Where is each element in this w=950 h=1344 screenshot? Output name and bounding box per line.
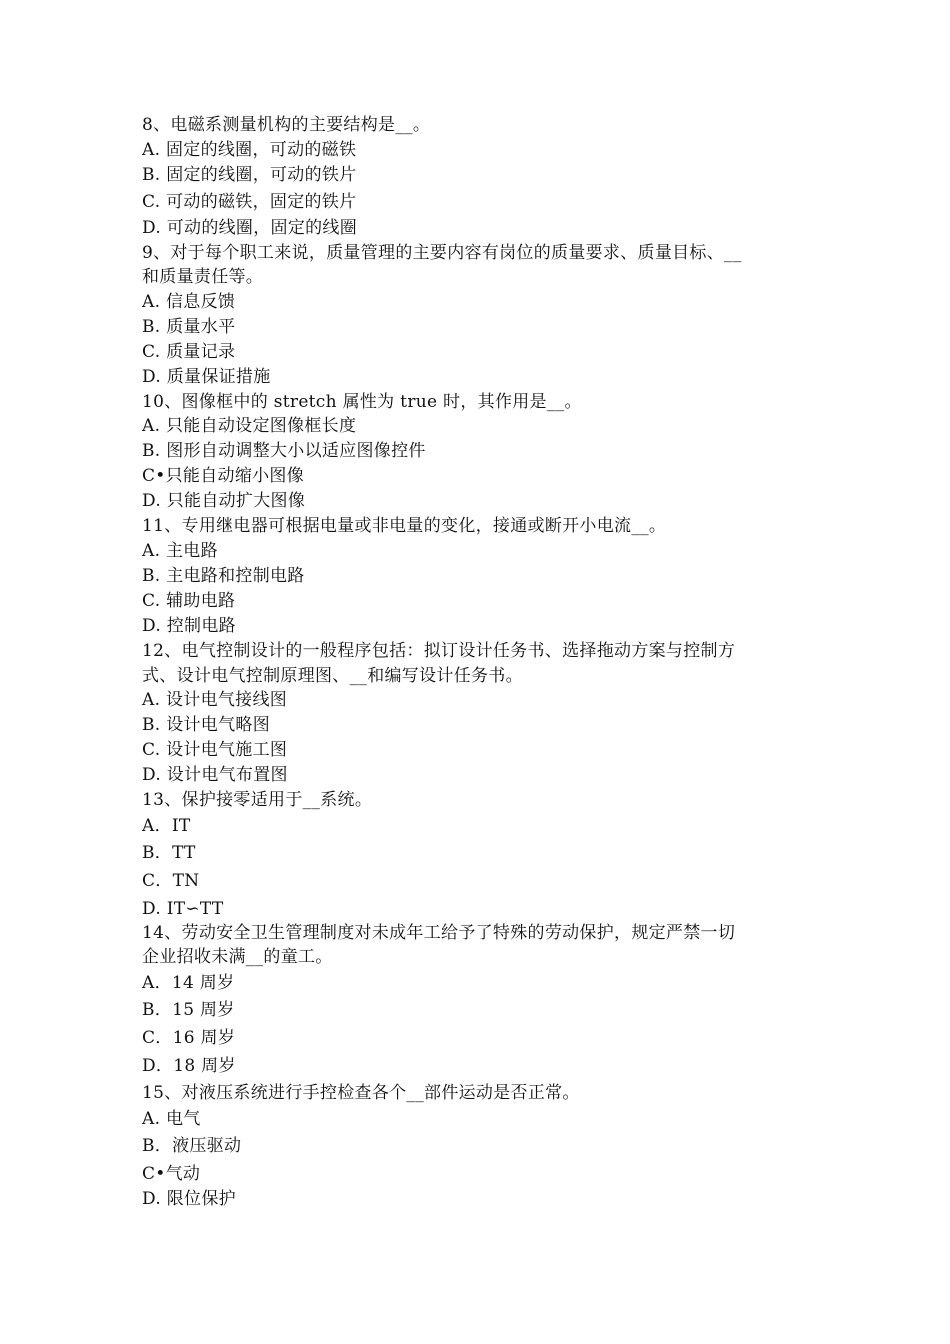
question-12-stem-line-1: 12、电气控制设计的一般程序包括：拟订设计任务书、选择拖动方案与控制方 (142, 641, 736, 661)
question-10-option-a: A. 只能自动设定图像框长度 (142, 416, 357, 436)
question-10-option-b: B. 图形自动调整大小以适应图像控件 (142, 441, 426, 461)
question-8-option-c: C. 可动的磁铁，固定的铁片 (142, 192, 357, 212)
question-14-stem-line-2: 企业招收未满__的童工。 (142, 947, 333, 967)
question-13-option-b: B．TT (142, 843, 196, 863)
question-8-stem: 8、电磁系测量机构的主要结构是__。 (142, 115, 431, 135)
question-9-stem-line-1: 9、对于每个职工来说，质量管理的主要内容有岗位的质量要求、质量目标、__ (142, 243, 742, 263)
question-15-option-a: A. 电气 (142, 1109, 201, 1129)
question-15-option-c: C•气动 (142, 1164, 201, 1184)
question-15-option-b: B．液压驱动 (142, 1136, 242, 1156)
question-15-option-d: D. 限位保护 (142, 1189, 236, 1209)
question-13-stem: 13、保护接零适用于__系统。 (142, 790, 373, 810)
question-12-option-b: B. 设计电气略图 (142, 715, 270, 735)
question-8-option-d: D. 可动的线圈，固定的线圈 (142, 218, 358, 238)
question-11-option-c: C. 辅助电路 (142, 591, 236, 611)
question-8-option-a: A. 固定的线圈，可动的磁铁 (142, 140, 357, 160)
question-10-stem: 10、图像框中的 stretch 属性为 true 时，其作用是__。 (142, 392, 582, 412)
question-9-option-c: C. 质量记录 (142, 342, 236, 362)
question-12-stem-line-2: 式、设计电气控制原理图、__和编写设计任务书。 (142, 666, 523, 686)
question-11-option-d: D. 控制电路 (142, 616, 236, 636)
question-12-option-c: C. 设计电气施工图 (142, 740, 288, 760)
question-9-option-b: B. 质量水平 (142, 317, 236, 337)
question-11-option-b: B. 主电路和控制电路 (142, 566, 305, 586)
question-14-option-a: A．14 周岁 (142, 973, 235, 993)
question-14-stem-line-1: 14、劳动安全卫生管理制度对未成年工给予了特殊的劳动保护，规定严禁一切 (142, 923, 736, 943)
question-11-stem: 11、专用继电器可根据电量或非电量的变化，接通或断开小电流__。 (142, 516, 667, 536)
question-13-option-d: D. IT∽TT (142, 899, 224, 919)
question-11-option-a: A. 主电路 (142, 541, 218, 561)
question-13-option-a: A．IT (142, 816, 191, 836)
question-9-option-a: A. 信息反馈 (142, 292, 236, 312)
question-8-option-b: B. 固定的线圈，可动的铁片 (142, 165, 357, 185)
question-9-stem-line-2: 和质量责任等。 (142, 267, 264, 287)
question-13-option-c: C．TN (142, 871, 200, 891)
question-10-option-c: C•只能自动缩小图像 (142, 466, 305, 486)
question-14-option-b: B．15 周岁 (142, 1000, 235, 1020)
question-12-option-a: A. 设计电气接线图 (142, 690, 288, 710)
question-10-option-d: D. 只能自动扩大图像 (142, 491, 306, 511)
question-9-option-d: D. 质量保证措施 (142, 367, 271, 387)
question-14-option-d: D．18 周岁 (142, 1056, 236, 1076)
question-15-stem: 15、对液压系统进行手控检查各个__部件运动是否正常。 (142, 1083, 580, 1103)
question-12-option-d: D. 设计电气布置图 (142, 765, 288, 785)
question-14-option-c: C．16 周岁 (142, 1028, 236, 1048)
